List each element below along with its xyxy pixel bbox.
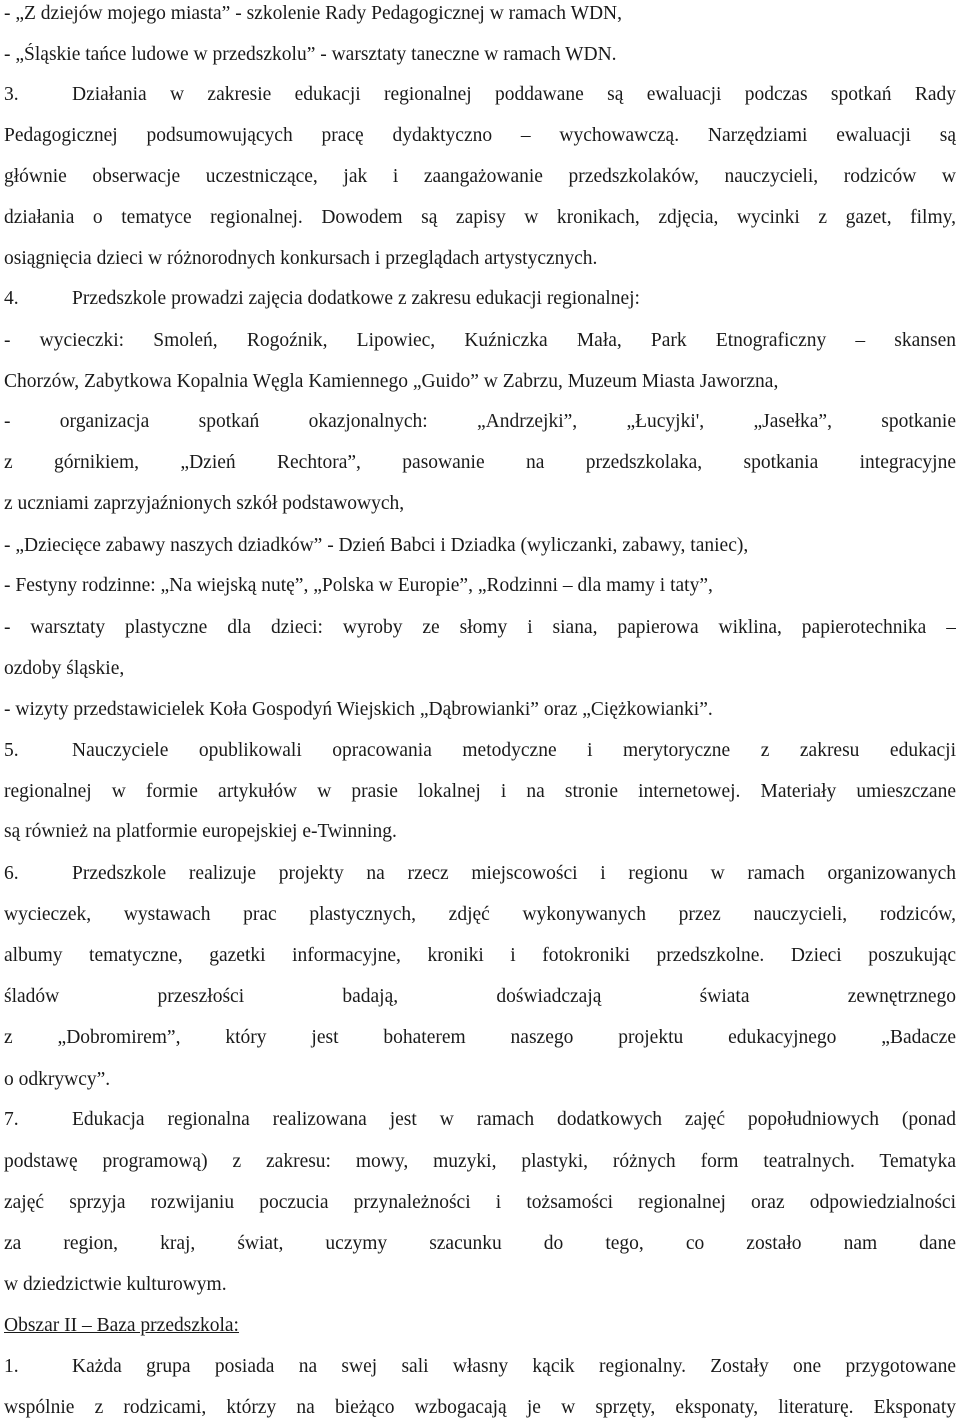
list-number: 4. <box>4 288 19 309</box>
text-line: w dziedzictwie kulturowym. <box>4 1274 227 1295</box>
text-line: - „Śląskie tańce ludowe w przedszkolu” - warsztaty taneczne w ramach WDN. <box>4 44 617 65</box>
text-line: osiągnięcia dzieci w różnorodnych konkursach i przeglądach artystycznych. <box>4 248 598 269</box>
text-line: śladów przeszłości badają, doświadczają świata zewnętrznego <box>4 986 956 1007</box>
text-line: 6. Przedszkole realizuje projekty na rzecz miejscowości i regionu w ramach organizowanych <box>4 863 956 884</box>
text-line: wycieczek, wystawach prac plastycznych, zdjęć wykonywanych przez nauczycieli, rodziców, <box>4 904 956 925</box>
text-line: za region, kraj, świat, uczymy szacunku do tego, co zostało nam dane <box>4 1233 956 1254</box>
text-line: ozdoby śląskie, <box>4 658 125 679</box>
text-line: z górnikiem, „Dzień Rechtora”, pasowanie na przedszkolaka, spotkania integracyjne <box>4 452 956 473</box>
text-line: - organizacja spotkań okazjonalnych: „Andrzejki”, „Łucyjki', „Jasełka”, spotkanie <box>4 411 956 432</box>
text-line: - Festyny rodzinne: „Na wiejską nutę”, „Polska w Europie”, „Rodzinni – dla mamy i taty”, <box>4 575 713 596</box>
text-line: wspólnie z rodzicami, którzy na bieżąco wzbogacają je w sprzęty, eksponaty, literaturę. Eksponaty <box>4 1397 956 1418</box>
list-number: 7. <box>4 1109 19 1130</box>
text-line: Chorzów, Zabytkowa Kopalnia Węgla Kamiennego „Guido” w Zabrzu, Muzeum Miasta Jaworzna, <box>4 371 779 392</box>
text-line: 5. Nauczyciele opublikowali opracowania metodyczne i merytoryczne z zakresu edukacji <box>4 740 956 761</box>
text-line: - „Dziecięce zabawy naszych dziadków” - Dzień Babci i Dziadka (wyliczanki, zabawy, taniec), <box>4 535 749 556</box>
text-line: podstawę programową) z zakresu: mowy, muzyki, plastyki, różnych form teatralnych. Tematyka <box>4 1151 956 1172</box>
text-line: są również na platformie europejskiej e-Twinning. <box>4 821 397 842</box>
list-number: 1. <box>4 1356 19 1377</box>
section-heading: Obszar II – Baza przedszkola: <box>4 1315 239 1336</box>
list-number: 5. <box>4 740 19 761</box>
text-line: o odkrywcy”. <box>4 1069 111 1090</box>
text-line: - „Z dziejów mojego miasta” - szkolenie Rady Pedagogicznej w ramach WDN, <box>4 3 623 24</box>
list-number: 6. <box>4 863 19 884</box>
text-line: albumy tematyczne, gazetki informacyjne, kroniki i fotokroniki przedszkolne. Dzieci poszukując <box>4 945 956 966</box>
text-line: Pedagogicznej podsumowujących pracę dydaktyczno – wychowawczą. Narzędziami ewaluacji są <box>4 125 956 146</box>
text-line: z uczniami zaprzyjaźnionych szkół podstawowych, <box>4 493 405 514</box>
text-line: - wycieczki: Smoleń, Rogoźnik, Lipowiec, Kuźniczka Mała, Park Etnograficzny – skansen <box>4 330 956 351</box>
text-line: z „Dobromirem”, który jest bohaterem naszego projektu edukacyjnego „Badacze <box>4 1027 956 1048</box>
text-line: 4. Przedszkole prowadzi zajęcia dodatkowe z zakresu edukacji regionalnej: <box>4 288 640 309</box>
list-number: 3. <box>4 84 19 105</box>
text-line: 7. Edukacja regionalna realizowana jest w ramach dodatkowych zajęć popołudniowych (ponad <box>4 1109 956 1130</box>
text-line: głównie obserwacje uczestniczące, jak i zaangażowanie przedszkolaków, nauczycieli, rodziców w <box>4 166 956 187</box>
text-line: regionalnej w formie artykułów w prasie lokalnej i na stronie internetowej. Materiały umieszczane <box>4 781 956 802</box>
text-line: - warsztaty plastyczne dla dzieci: wyroby ze słomy i siana, papierowa wiklina, papierotechnika – <box>4 617 956 638</box>
text-line: - wizyty przedstawicielek Koła Gospodyń Wiejskich „Dąbrowianki” oraz „Ciężkowianki”. <box>4 699 713 720</box>
text-line: 3. Działania w zakresie edukacji regionalnej poddawane są ewaluacji podczas spotkań Rady <box>4 84 956 105</box>
text-line: 1. Każda grupa posiada na swej sali własny kącik regionalny. Zostały one przygotowane <box>4 1356 956 1377</box>
text-line: działania o tematyce regionalnej. Dowodem są zapisy w kronikach, zdjęcia, wycinki z gazet, filmy, <box>4 207 956 228</box>
text-line: zajęć sprzyja rozwijaniu poczucia przynależności i tożsamości regionalnej oraz odpowiedzialności <box>4 1192 956 1213</box>
